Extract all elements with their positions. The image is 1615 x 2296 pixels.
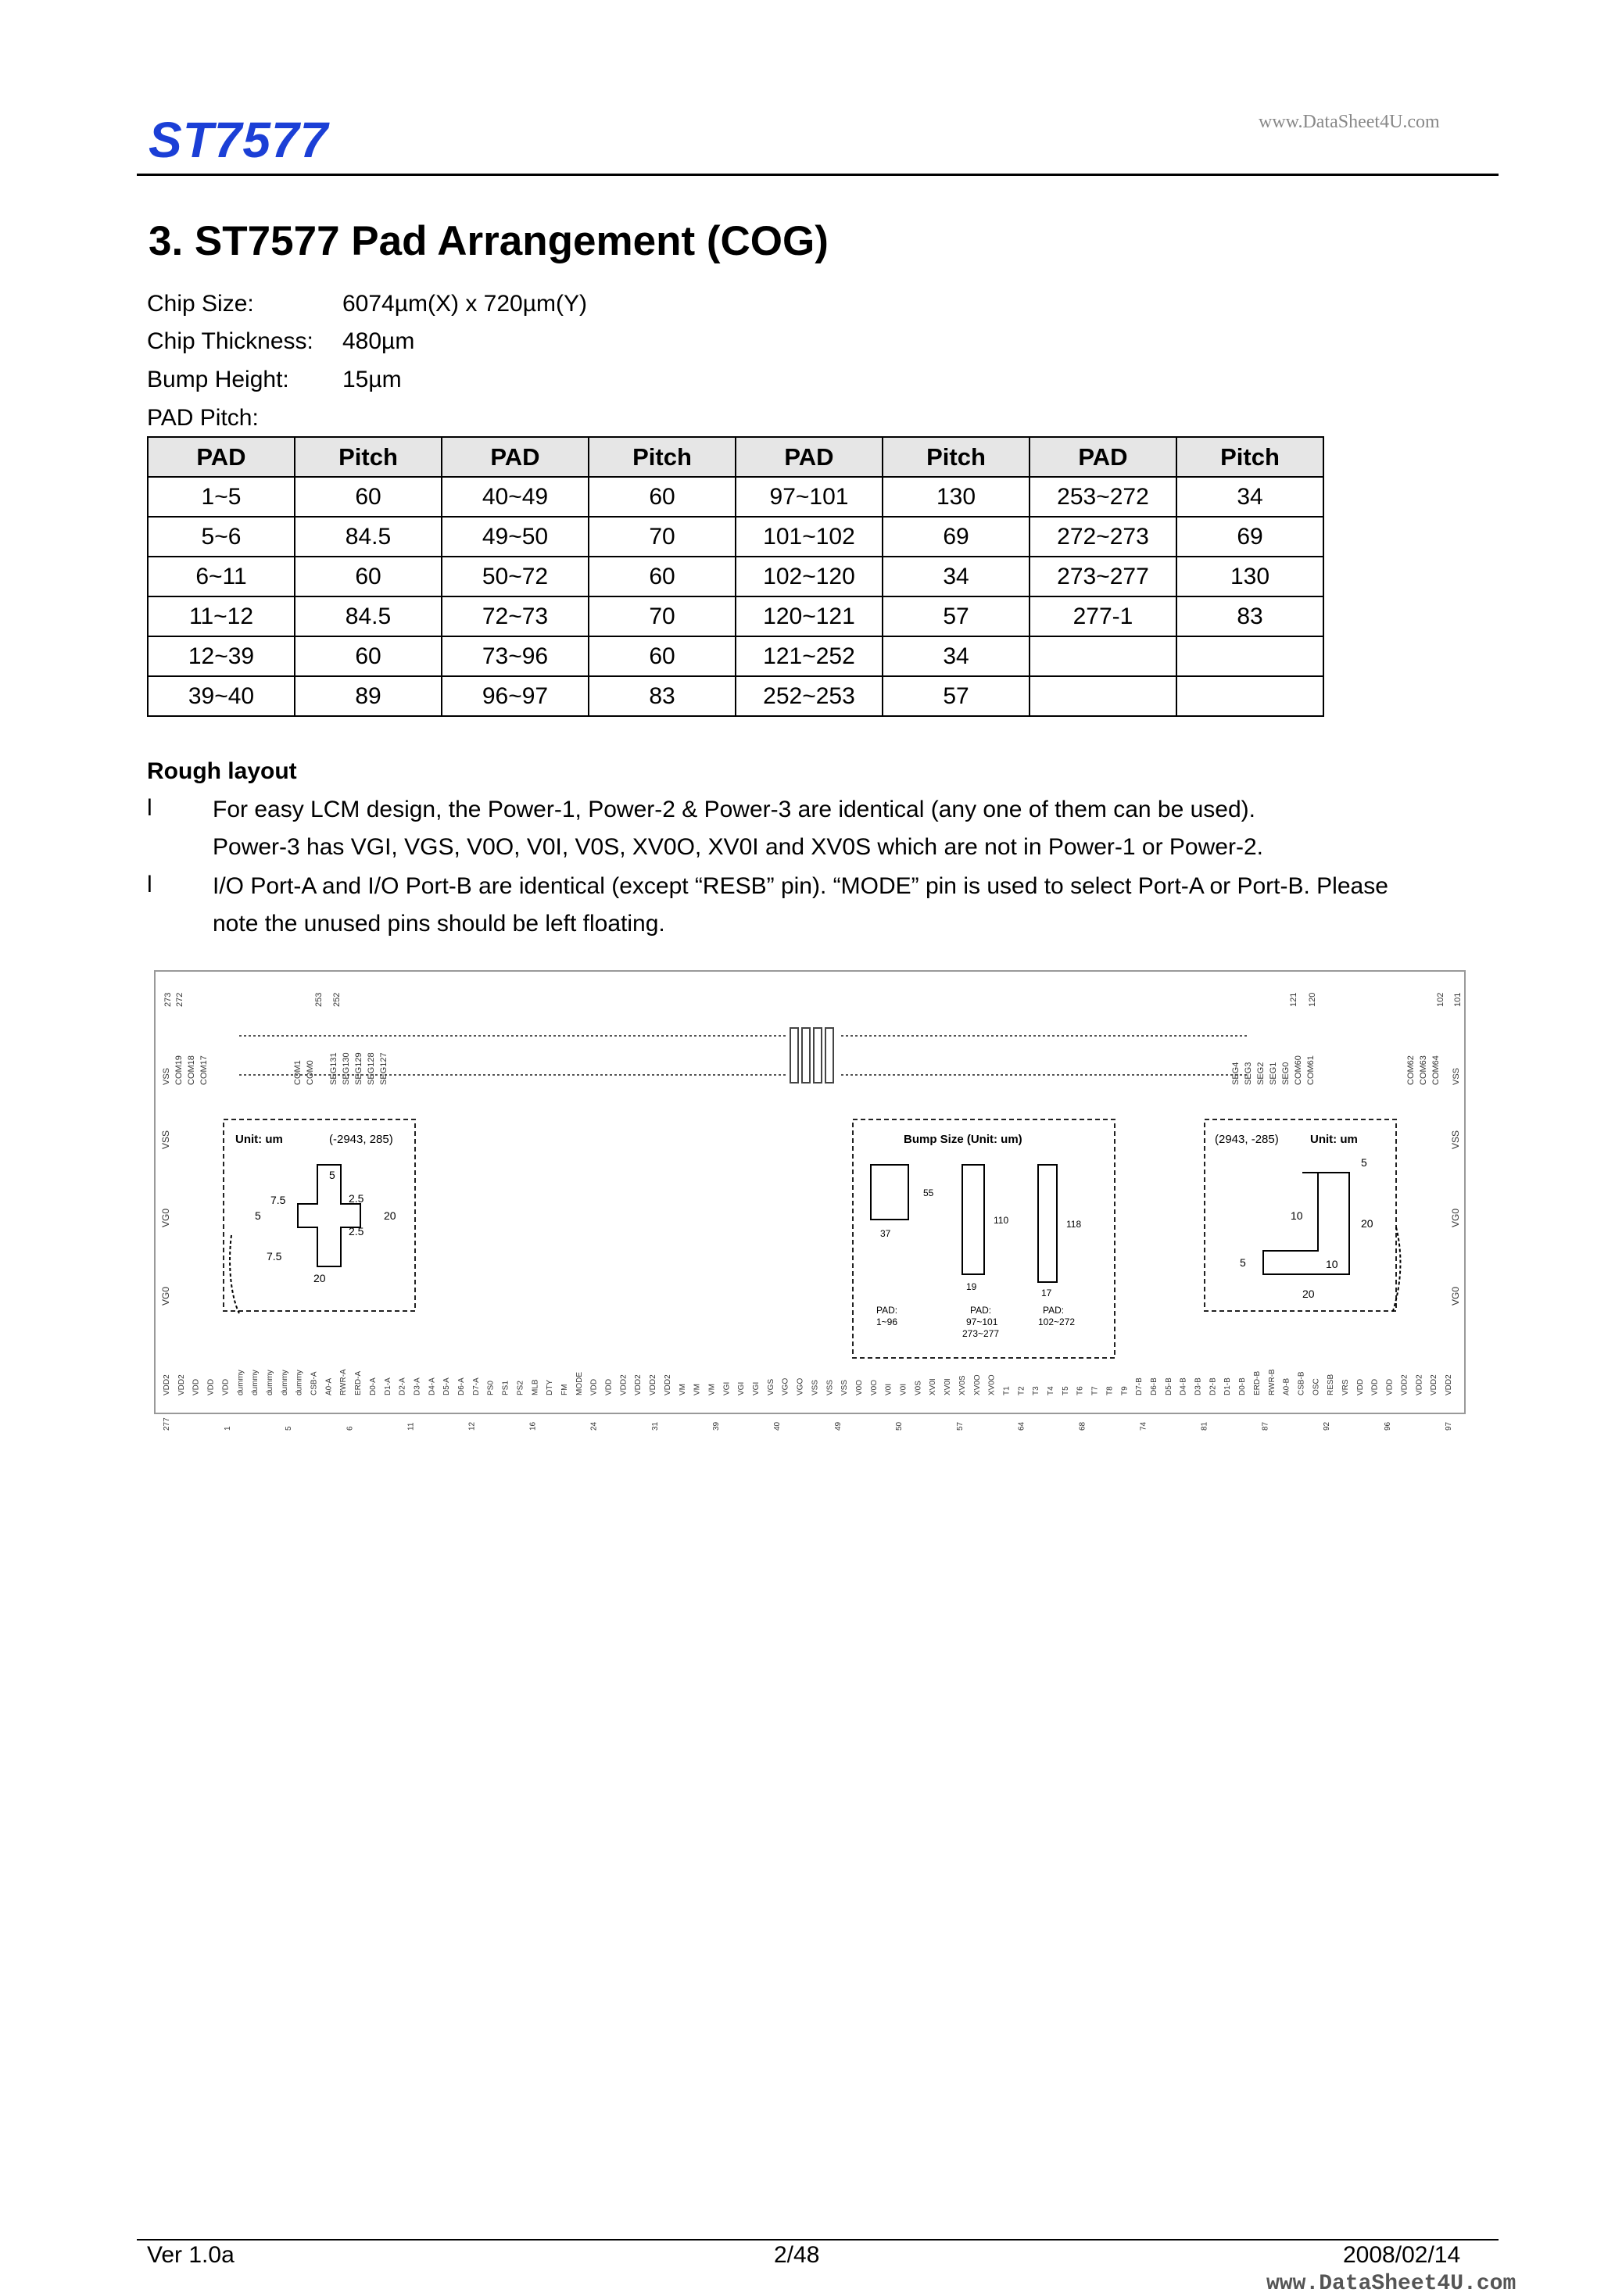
- table-cell: 60: [295, 477, 442, 517]
- pad-pitch-table: [147, 436, 1324, 717]
- table-cell: 60: [589, 477, 736, 517]
- pin-label: VDD: [1385, 1378, 1395, 1395]
- header-cell: PAD: [148, 437, 295, 477]
- pin-label: A0-B: [1282, 1377, 1291, 1395]
- mark-arrow: [1392, 1227, 1400, 1313]
- dim-label: 10: [1326, 1258, 1338, 1270]
- pad-number: 6: [346, 1426, 355, 1431]
- pin-label: T5: [1061, 1386, 1070, 1395]
- pin-label: D6-A: [457, 1377, 466, 1395]
- table-cell: [1176, 636, 1323, 676]
- table-cell: 60: [295, 557, 442, 596]
- pad-number: 16: [528, 1421, 538, 1431]
- dim-label: 110: [994, 1215, 1009, 1226]
- pin-label: RWR-A: [339, 1369, 349, 1395]
- table-cell: 96~97: [442, 676, 589, 716]
- pin-label: D2-B: [1209, 1377, 1218, 1395]
- header-cell: PAD: [736, 437, 883, 477]
- pad-number: 121: [1289, 992, 1298, 1007]
- pin-label: VGO: [781, 1377, 790, 1395]
- pin-label: VGO: [796, 1377, 805, 1395]
- header-cell: Pitch: [1176, 437, 1323, 477]
- pin-label: VM: [678, 1384, 687, 1395]
- dim-label: 20: [1302, 1288, 1315, 1300]
- pin-label: COM19: [174, 1055, 184, 1085]
- pin-label: dummy: [251, 1370, 260, 1395]
- left-alignment-mark: [224, 1119, 415, 1313]
- pin-label: RWR-B: [1267, 1369, 1277, 1395]
- table-cell: 273~277: [1030, 557, 1176, 596]
- pin-label: VDD2: [619, 1374, 628, 1395]
- watermark-bottom[interactable]: www.DataSheet4U.com: [1266, 2272, 1517, 2296]
- dim-label: 7.5: [267, 1250, 282, 1263]
- pad-number: 253: [314, 992, 324, 1007]
- pad-number: 50: [895, 1421, 904, 1431]
- pin-label: VDD2: [177, 1374, 186, 1395]
- pin-label: D5-A: [442, 1377, 452, 1395]
- rough-layout-title: Rough layout: [147, 758, 297, 784]
- bump-large: [1038, 1165, 1057, 1282]
- pin-label: T3: [1032, 1386, 1041, 1395]
- table-cell: 60: [295, 636, 442, 676]
- side-pins: [160, 1130, 1461, 1306]
- table-cell: 83: [589, 676, 736, 716]
- pad-number: 39: [711, 1421, 721, 1431]
- dim-label: 5: [1240, 1256, 1246, 1269]
- gap-bump: [814, 1028, 822, 1083]
- pin-label: SEG1: [1269, 1062, 1278, 1085]
- pin-label: COM63: [1419, 1055, 1428, 1085]
- footer-date: 2008/02/14: [1343, 2242, 1461, 2268]
- table-cell: 6~11: [148, 557, 295, 596]
- pin-label: RESB: [1327, 1374, 1336, 1395]
- pad-number: 97: [1445, 1421, 1453, 1431]
- table-cell: 130: [1176, 557, 1323, 596]
- table-cell: 70: [589, 517, 736, 557]
- pin-label: T6: [1076, 1386, 1085, 1395]
- dim-label: 5: [1361, 1156, 1367, 1169]
- pin-label: ERD-B: [1252, 1370, 1262, 1395]
- footer-rule: [137, 2239, 1499, 2240]
- top-pins-right: [1231, 1055, 1461, 1085]
- table-cell: 253~272: [1030, 477, 1176, 517]
- pin-label: V0S: [914, 1381, 923, 1395]
- pin-label: VRS: [1341, 1379, 1350, 1395]
- pin-label: VDD: [192, 1378, 201, 1395]
- pad-number: 272: [175, 992, 184, 1007]
- bullet-line: Power-3 has VGI, VGS, V0O, V0I, V0S, XV0O, XV0I and XV0S which are not in Power-1 or Power-2.: [213, 834, 1263, 860]
- pin-label: SEG2: [1256, 1062, 1266, 1085]
- right-alignment-mark: [1205, 1119, 1400, 1313]
- pin-label: dummy: [295, 1370, 304, 1395]
- pin-label: VG0: [1450, 1286, 1461, 1306]
- pin-label: VDD: [589, 1378, 599, 1395]
- bullet-text: [213, 791, 1495, 866]
- table-cell: 11~12: [148, 596, 295, 636]
- table-cell: 60: [589, 557, 736, 596]
- pad-number: 252: [332, 992, 342, 1007]
- bottom-pins: [163, 1369, 1453, 1395]
- pin-label: VGI: [722, 1381, 732, 1395]
- pin-label: CSB-B: [1297, 1371, 1306, 1395]
- pin-label: COM60: [1294, 1055, 1303, 1085]
- bump-medium: [962, 1165, 984, 1274]
- pad-number: 49: [834, 1421, 843, 1431]
- pin-label: OSC: [1312, 1378, 1321, 1395]
- table-cell: 102~120: [736, 557, 883, 596]
- header-cell: Pitch: [295, 437, 442, 477]
- dim-label: 20: [384, 1209, 396, 1222]
- pin-label: VDD: [1370, 1378, 1380, 1395]
- table-cell: 39~40: [148, 676, 295, 716]
- top-pins-left: [162, 1052, 389, 1085]
- pin-label: SEG3: [1244, 1062, 1253, 1085]
- pad-number: 40: [773, 1421, 782, 1431]
- bullet-mark: l: [147, 872, 152, 897]
- pin-label: CSB-A: [310, 1371, 319, 1395]
- gap-bump: [825, 1028, 833, 1083]
- table-cell: 72~73: [442, 596, 589, 636]
- pin-label: V0O: [855, 1379, 864, 1395]
- pin-label: VM: [693, 1384, 702, 1395]
- watermark-top[interactable]: www.DataSheet4U.com: [1259, 112, 1440, 132]
- pin-label: MLB: [531, 1379, 540, 1395]
- header-cell: PAD: [442, 437, 589, 477]
- pad-label: 102~272: [1038, 1316, 1076, 1327]
- pad-number: 101: [1453, 992, 1463, 1007]
- pad-number: 81: [1200, 1421, 1209, 1431]
- bump-title: Bump Size (Unit: um): [904, 1133, 1022, 1146]
- pin-label: dummy: [266, 1370, 274, 1395]
- pin-label: D5-B: [1164, 1377, 1173, 1395]
- table-cell: 1~5: [148, 477, 295, 517]
- pin-label: VSS: [840, 1379, 850, 1395]
- footer-page: 2/48: [774, 2242, 820, 2268]
- pin-label: VSS: [811, 1379, 820, 1395]
- pin-label: D1-A: [383, 1377, 392, 1395]
- pin-label: COM61: [1306, 1055, 1316, 1085]
- dim-label: 37: [880, 1228, 891, 1239]
- top-pad-numbers: [163, 993, 1463, 1007]
- spec-value-chip-size: 6074µm(X) x 720µm(Y): [342, 291, 587, 317]
- pin-label: VGI: [737, 1381, 747, 1395]
- pin-label: D7-A: [471, 1377, 481, 1395]
- pin-label: FM: [560, 1384, 569, 1395]
- pin-label: VM: [707, 1384, 717, 1395]
- dim-label: 19: [966, 1281, 977, 1292]
- pin-label: V0I: [884, 1383, 893, 1395]
- dim-label: 7.5: [270, 1194, 286, 1206]
- pin-label: V0O: [869, 1379, 879, 1395]
- pin-label: XV0S: [958, 1375, 967, 1395]
- gap-bump: [802, 1028, 810, 1083]
- pad-label: PAD:: [1043, 1305, 1065, 1316]
- pin-label: T2: [1017, 1386, 1026, 1395]
- table-row: [148, 676, 1323, 716]
- pin-label: SEG127: [379, 1052, 389, 1085]
- pin-label: VSS: [825, 1379, 835, 1395]
- dim-label: 5: [255, 1209, 261, 1222]
- table-cell: 34: [883, 636, 1030, 676]
- footer-version: Ver 1.0a: [147, 2242, 235, 2268]
- bump-small: [871, 1165, 908, 1220]
- pin-label: T8: [1105, 1386, 1115, 1395]
- table-cell: 69: [883, 517, 1030, 557]
- pin-label: SEG4: [1231, 1062, 1241, 1085]
- pin-label: VDD2: [663, 1374, 672, 1395]
- pad-label: 97~101: [966, 1316, 998, 1327]
- table-header-row: [148, 437, 1323, 477]
- pin-label: D3-B: [1194, 1377, 1203, 1395]
- pin-label: XV0O: [987, 1374, 997, 1395]
- pin-label: MODE: [575, 1372, 584, 1395]
- spec-label-bump-height: Bump Height:: [147, 367, 289, 392]
- pin-label: T1: [1002, 1386, 1012, 1395]
- table-cell: 277-1: [1030, 596, 1176, 636]
- spec-label-chip-size: Chip Size:: [147, 291, 254, 317]
- pin-label: VG0: [160, 1208, 171, 1227]
- pad-label: 1~96: [876, 1316, 898, 1327]
- table-cell: 12~39: [148, 636, 295, 676]
- pin-label: SEG128: [367, 1052, 376, 1085]
- chip-logo: ST7577: [149, 112, 329, 168]
- pin-label: COM17: [199, 1055, 209, 1085]
- pin-label: COM18: [187, 1055, 196, 1085]
- pin-label: T7: [1090, 1386, 1100, 1395]
- table-row: [148, 557, 1323, 596]
- header-cell: Pitch: [883, 437, 1030, 477]
- table-cell: 120~121: [736, 596, 883, 636]
- pad-number: 1: [224, 1426, 233, 1431]
- dim-label: 118: [1066, 1219, 1082, 1230]
- pin-label: VDD: [1355, 1378, 1365, 1395]
- table-cell: 49~50: [442, 517, 589, 557]
- table-cell: 101~102: [736, 517, 883, 557]
- pad-number: 74: [1139, 1421, 1148, 1431]
- pin-label: ERD-A: [354, 1370, 363, 1395]
- pin-label: VDD: [221, 1378, 231, 1395]
- table-cell: 84.5: [295, 517, 442, 557]
- table-cell: 84.5: [295, 596, 442, 636]
- pin-label: dummy: [280, 1370, 289, 1395]
- pin-label: D1-B: [1223, 1377, 1233, 1395]
- spec-label-pad-pitch: PAD Pitch:: [147, 405, 259, 431]
- table-cell: [1176, 676, 1323, 716]
- pad-number: 31: [650, 1421, 660, 1431]
- header-rule: [137, 174, 1499, 176]
- table-cell: 34: [883, 557, 1030, 596]
- pin-label: VDD2: [1400, 1374, 1409, 1395]
- pad-label: 273~277: [962, 1328, 1000, 1339]
- pin-label: XV0I: [944, 1378, 953, 1395]
- table-cell: 60: [589, 636, 736, 676]
- bullet-line: note the unused pins should be left floating.: [213, 911, 665, 937]
- pin-label: PS1: [501, 1381, 510, 1395]
- table-row: [148, 596, 1323, 636]
- pin-label: VDD2: [1445, 1374, 1453, 1395]
- dim-label: 10: [1291, 1209, 1303, 1222]
- table-cell: 272~273: [1030, 517, 1176, 557]
- section-title: 3. ST7577 Pad Arrangement (COG): [149, 218, 829, 264]
- pin-label: D4-B: [1179, 1377, 1188, 1395]
- bullet-mark: l: [147, 795, 152, 821]
- pin-label: T9: [1120, 1386, 1130, 1395]
- dim-label: 17: [1041, 1288, 1052, 1298]
- pin-label: PS0: [486, 1381, 496, 1395]
- spec-value-thickness: 480µm: [342, 328, 415, 354]
- bullet-line: For easy LCM design, the Power-1, Power-2 & Power-3 are identical (any one of them can be used).: [213, 797, 1255, 822]
- pad-number: 11: [406, 1422, 416, 1431]
- pin-label: VDD2: [649, 1374, 658, 1395]
- table-row: [148, 636, 1323, 676]
- dim-label: 20: [1361, 1217, 1373, 1230]
- pad-label: PAD:: [876, 1305, 898, 1316]
- pin-label: VSS: [1452, 1067, 1461, 1085]
- header-cell: Pitch: [589, 437, 736, 477]
- dim-label: 55: [923, 1187, 934, 1198]
- header-cell: PAD: [1030, 437, 1176, 477]
- pad-number: 92: [1322, 1421, 1331, 1431]
- pin-label: D0-B: [1238, 1377, 1248, 1395]
- pin-label: VDD: [604, 1378, 614, 1395]
- pin-label: VDD2: [634, 1374, 643, 1395]
- bullet-line: I/O Port-A and I/O Port-B are identical (except “RESB” pin). “MODE” pin is used to select Port-A or Port-B. Please: [213, 873, 1388, 899]
- table-cell: 130: [883, 477, 1030, 517]
- table-cell: 70: [589, 596, 736, 636]
- pin-label: V0I: [899, 1383, 908, 1395]
- pin-label: PS2: [516, 1381, 525, 1395]
- pin-label: VGS: [766, 1378, 775, 1395]
- bullet-text: [213, 868, 1495, 943]
- dim-label: 2.5: [349, 1192, 364, 1205]
- table-cell: 40~49: [442, 477, 589, 517]
- mark-coord: (2943, -285): [1215, 1133, 1279, 1146]
- pin-label: A0-A: [324, 1377, 334, 1395]
- pad-number: 64: [1017, 1421, 1026, 1431]
- table-cell: 73~96: [442, 636, 589, 676]
- table-cell: [1030, 636, 1176, 676]
- bottom-pad-numbers: [163, 1417, 1453, 1431]
- pin-label: VDD2: [163, 1374, 171, 1395]
- table-cell: 121~252: [736, 636, 883, 676]
- pad-number: 12: [467, 1421, 477, 1431]
- pin-label: D2-A: [398, 1377, 407, 1395]
- mark-unit: Unit: um: [1310, 1133, 1358, 1146]
- pad-number: 120: [1308, 992, 1317, 1007]
- pad-number: 96: [1383, 1421, 1392, 1431]
- table-row: [148, 477, 1323, 517]
- pad-number: 87: [1261, 1421, 1270, 1431]
- table-cell: 50~72: [442, 557, 589, 596]
- pad-number: 102: [1436, 992, 1445, 1007]
- pin-label: XV0O: [972, 1374, 982, 1395]
- pad-number: 277: [163, 1417, 171, 1431]
- dim-label: 2.5: [349, 1225, 364, 1238]
- pin-label: VGI: [752, 1381, 761, 1395]
- pin-label: COM62: [1406, 1055, 1416, 1085]
- pin-label: VSS: [1450, 1130, 1461, 1149]
- dim-label: 20: [313, 1272, 326, 1284]
- pin-label: VDD2: [1430, 1374, 1439, 1395]
- pin-label: T4: [1047, 1386, 1055, 1395]
- pin-label: COM1: [293, 1060, 303, 1085]
- pad-number: 68: [1078, 1421, 1087, 1431]
- table-cell: 89: [295, 676, 442, 716]
- pin-label: dummy: [236, 1370, 245, 1395]
- pad-number: 24: [589, 1421, 599, 1431]
- dim-label: 5: [329, 1169, 335, 1181]
- pin-label: SEG0: [1281, 1062, 1291, 1085]
- table-cell: 57: [883, 676, 1030, 716]
- pin-label: VDD2: [1415, 1374, 1424, 1395]
- pin-label: VG0: [160, 1286, 171, 1306]
- mark-arrow: [230, 1235, 239, 1313]
- table-cell: 5~6: [148, 517, 295, 557]
- pin-label: SEG129: [354, 1052, 363, 1085]
- pin-label: VSS: [162, 1067, 171, 1085]
- pin-label: VSS: [160, 1130, 171, 1149]
- pin-label: SEG130: [342, 1052, 351, 1085]
- pad-number: 5: [285, 1426, 294, 1431]
- mark-unit: Unit: um: [235, 1133, 283, 1146]
- table-cell: 69: [1176, 517, 1323, 557]
- pad-layout-diagram: [153, 969, 1466, 1431]
- pin-label: D0-A: [368, 1377, 378, 1395]
- pad-number: 273: [163, 992, 173, 1007]
- pin-label: VG0: [1450, 1208, 1461, 1227]
- table-cell: [1030, 676, 1176, 716]
- table-cell: 97~101: [736, 477, 883, 517]
- table-cell: 83: [1176, 596, 1323, 636]
- pin-label: COM64: [1431, 1055, 1441, 1085]
- pin-label: XV0I: [929, 1378, 938, 1395]
- pin-label: D4-A: [428, 1377, 437, 1395]
- pin-label: COM0: [306, 1060, 315, 1085]
- pin-label: D6-B: [1150, 1377, 1158, 1395]
- table-cell: 34: [1176, 477, 1323, 517]
- pin-label: SEG131: [329, 1052, 338, 1085]
- spec-value-bump-height: 15µm: [342, 367, 402, 392]
- gap-bump: [790, 1028, 798, 1083]
- table-cell: 252~253: [736, 676, 883, 716]
- pin-label: D3-A: [413, 1377, 422, 1395]
- bump-size-box: [853, 1119, 1115, 1358]
- spec-label-thickness: Chip Thickness:: [147, 328, 313, 354]
- pin-label: DTY: [546, 1380, 555, 1395]
- pad-number: 57: [956, 1421, 965, 1431]
- pad-label: PAD:: [970, 1305, 992, 1316]
- mark-coord: (-2943, 285): [329, 1133, 393, 1146]
- table-cell: 57: [883, 596, 1030, 636]
- table-row: [148, 517, 1323, 557]
- pin-label: VDD: [206, 1378, 216, 1395]
- pin-label: D7-B: [1135, 1377, 1144, 1395]
